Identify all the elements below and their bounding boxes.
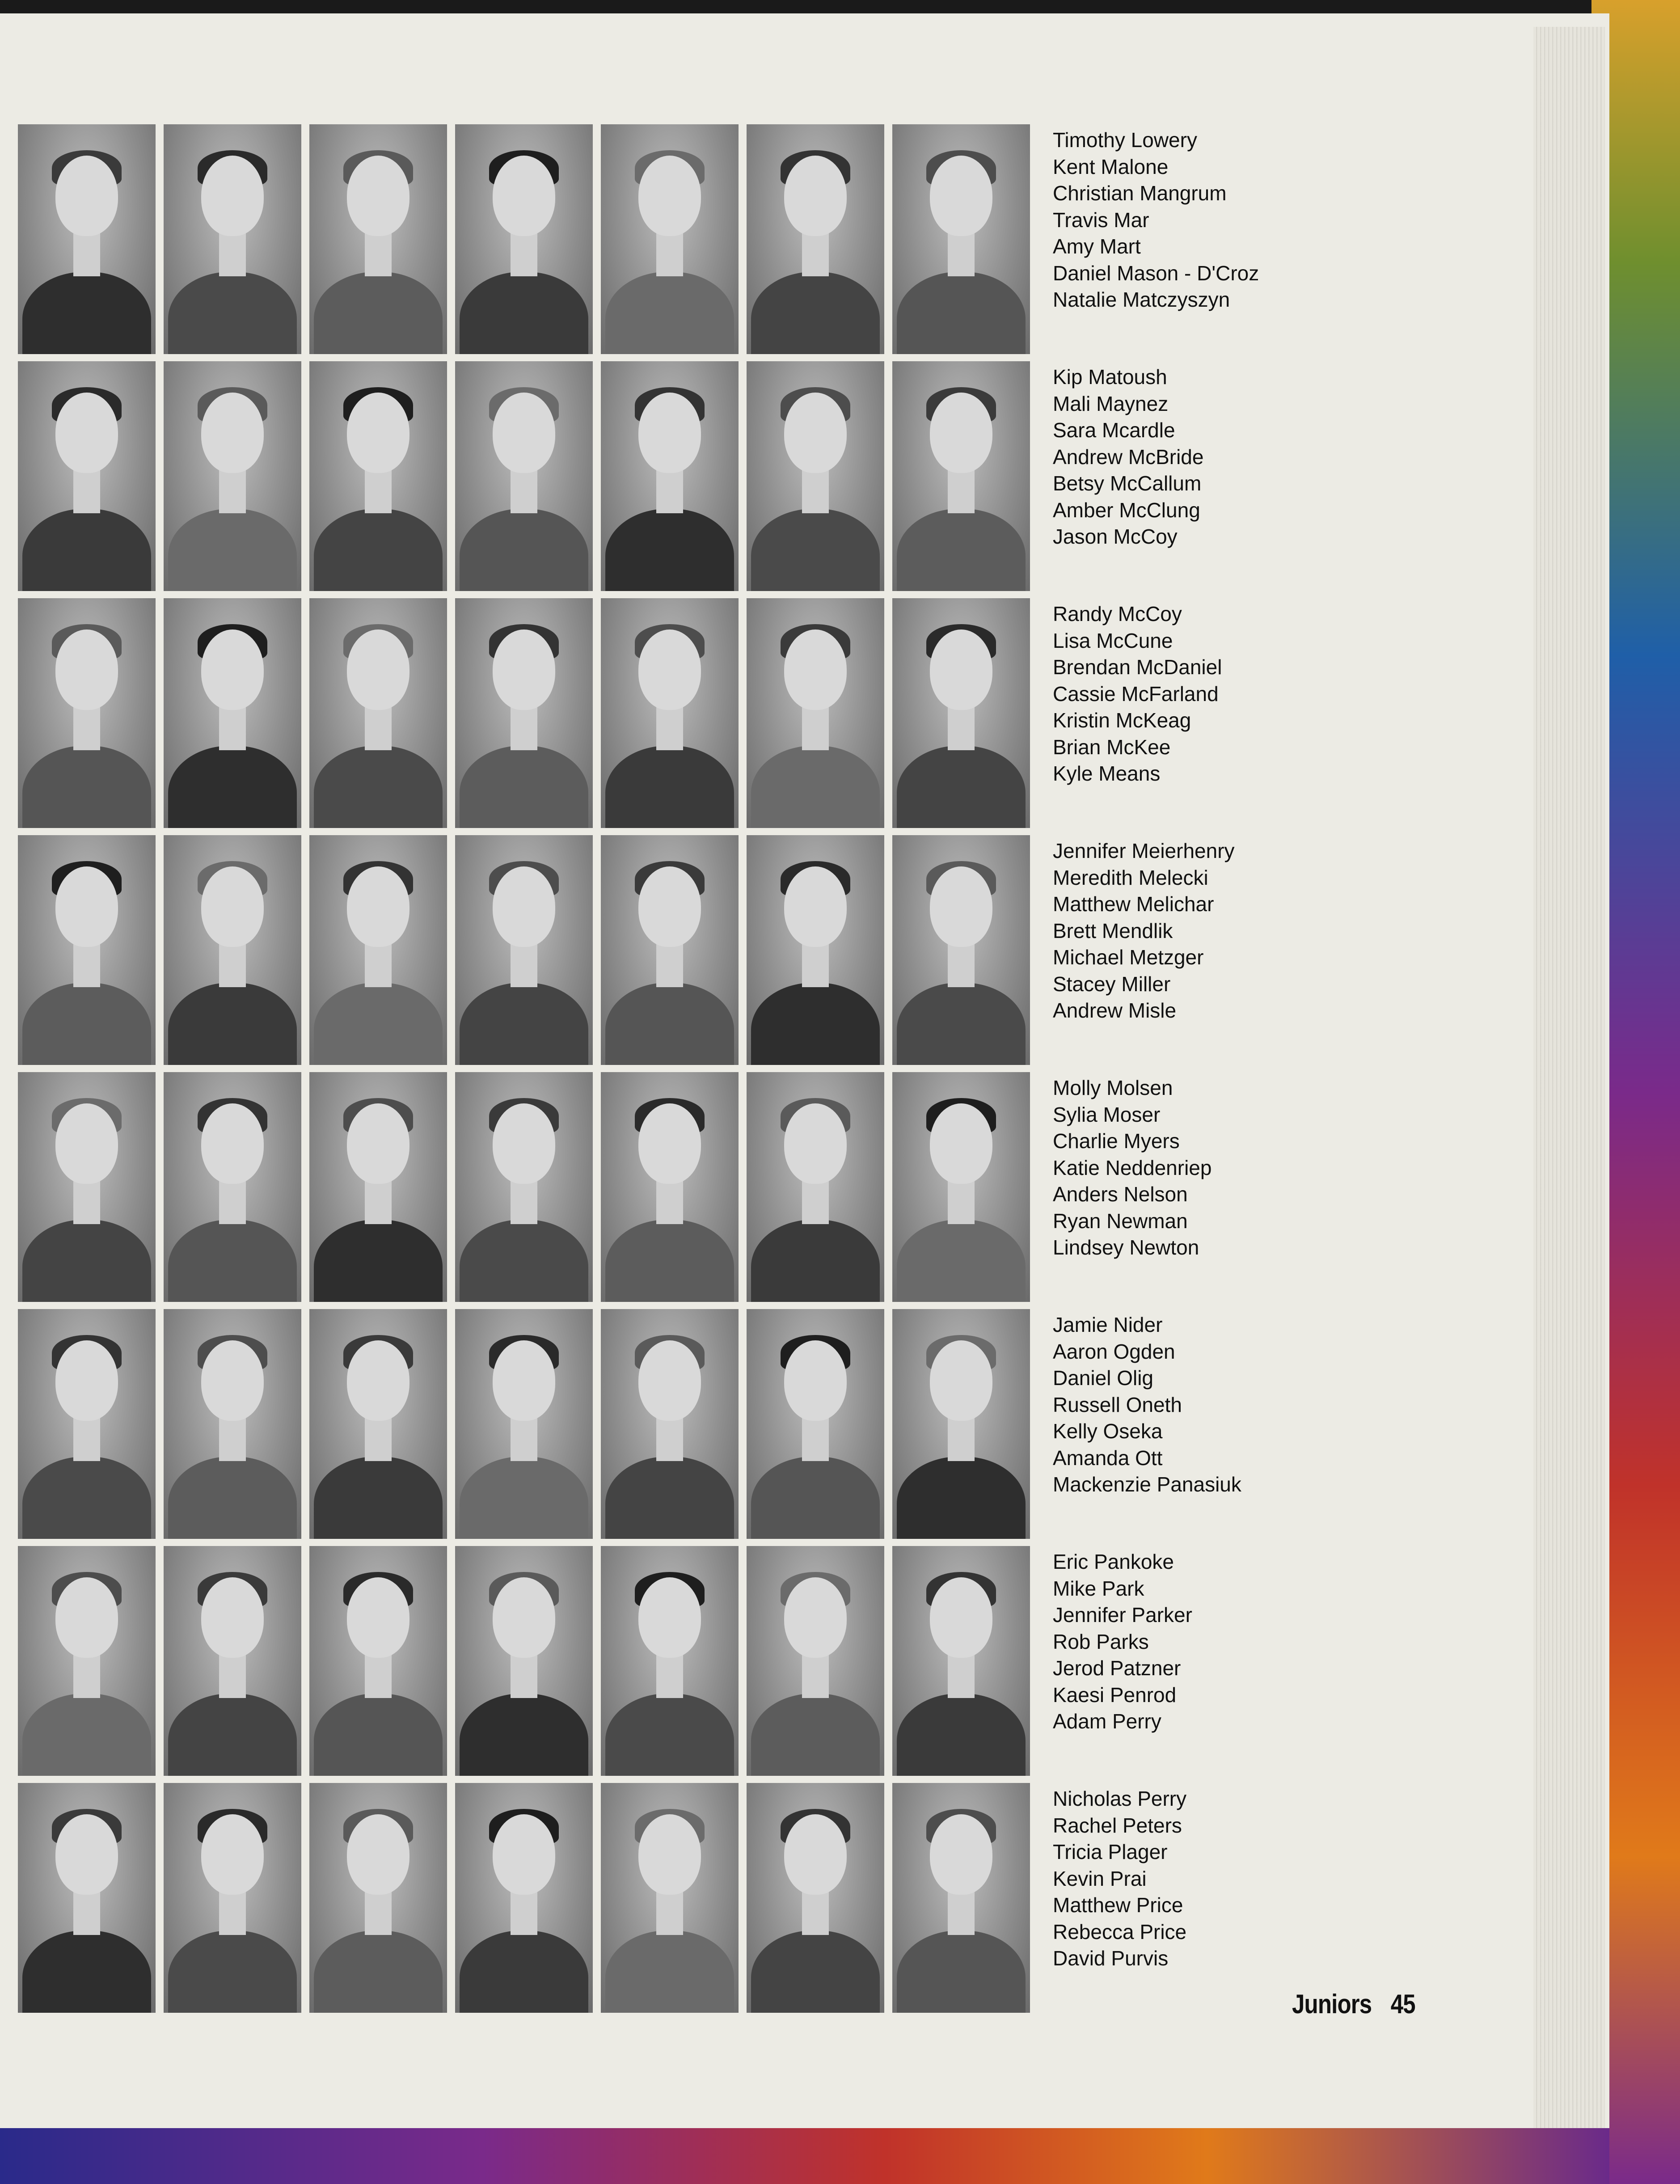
student-portrait bbox=[892, 1309, 1030, 1539]
student-name: Brett Mendlik bbox=[1053, 919, 1173, 942]
student-portrait bbox=[601, 835, 739, 1065]
student-portrait bbox=[164, 1783, 301, 2013]
student-portrait bbox=[601, 1546, 739, 1776]
student-portrait bbox=[18, 1546, 156, 1776]
student-name: Jennifer Meierhenry bbox=[1053, 839, 1235, 862]
name-list bbox=[1053, 1312, 1393, 1498]
student-portrait bbox=[455, 1072, 593, 1302]
student-name: Amy Mart bbox=[1053, 235, 1141, 258]
student-name: Cassie McFarland bbox=[1053, 682, 1219, 705]
student-portrait bbox=[455, 1309, 593, 1539]
student-name: Sylia Moser bbox=[1053, 1103, 1161, 1126]
student-portrait bbox=[747, 124, 884, 354]
student-name: Daniel Mason - D'Croz bbox=[1053, 261, 1259, 285]
student-portrait bbox=[747, 1546, 884, 1776]
student-name: Kaesi Penrod bbox=[1053, 1683, 1177, 1707]
student-portrait bbox=[164, 835, 301, 1065]
student-name: Lindsey Newton bbox=[1053, 1236, 1199, 1259]
student-portrait bbox=[309, 361, 447, 591]
student-name: Stacey Miller bbox=[1053, 972, 1171, 996]
student-portrait bbox=[455, 598, 593, 828]
student-name: Lisa McCune bbox=[1053, 629, 1173, 652]
student-name: Amber McClung bbox=[1053, 498, 1200, 522]
student-portrait bbox=[601, 361, 739, 591]
student-name: Katie Neddenriep bbox=[1053, 1156, 1212, 1179]
student-portrait bbox=[18, 1783, 156, 2013]
student-portrait bbox=[18, 361, 156, 591]
student-portrait bbox=[164, 598, 301, 828]
student-portrait bbox=[309, 1783, 447, 2013]
student-portrait bbox=[164, 361, 301, 591]
student-name: Daniel Olig bbox=[1053, 1366, 1153, 1390]
student-name: Russell Oneth bbox=[1053, 1393, 1182, 1416]
student-name: Betsy McCallum bbox=[1053, 472, 1202, 495]
student-portrait bbox=[601, 1783, 739, 2013]
student-name: Kristin McKeag bbox=[1053, 709, 1191, 732]
student-name: Sara Mcardle bbox=[1053, 418, 1175, 442]
student-name: Rebecca Price bbox=[1053, 1920, 1187, 1943]
student-portrait bbox=[601, 1309, 739, 1539]
student-portrait bbox=[601, 124, 739, 354]
student-name: Rachel Peters bbox=[1053, 1813, 1182, 1837]
student-name: Jerod Patzner bbox=[1053, 1656, 1181, 1680]
student-portrait bbox=[892, 598, 1030, 828]
student-name: Kip Matoush bbox=[1053, 365, 1167, 389]
name-list bbox=[1053, 838, 1393, 1024]
page-edge bbox=[1533, 27, 1605, 2128]
student-name: Charlie Myers bbox=[1053, 1129, 1180, 1153]
student-portrait bbox=[164, 1309, 301, 1539]
student-name: Natalie Matczyszyn bbox=[1053, 288, 1230, 311]
student-portrait bbox=[18, 124, 156, 354]
student-name: Jennifer Parker bbox=[1053, 1603, 1192, 1626]
student-portrait bbox=[309, 835, 447, 1065]
student-name: Andrew McBride bbox=[1053, 445, 1204, 469]
student-portrait bbox=[18, 835, 156, 1065]
student-portrait bbox=[601, 1072, 739, 1302]
student-portrait bbox=[455, 835, 593, 1065]
name-list bbox=[1053, 1549, 1393, 1735]
student-name: Mike Park bbox=[1053, 1576, 1144, 1600]
student-portrait bbox=[309, 1546, 447, 1776]
name-list bbox=[1053, 601, 1393, 787]
student-name: Mali Maynez bbox=[1053, 392, 1169, 415]
student-portrait bbox=[747, 1309, 884, 1539]
student-name: Matthew Price bbox=[1053, 1893, 1183, 1917]
student-portrait bbox=[164, 124, 301, 354]
page-number: 45 bbox=[1390, 1989, 1415, 2019]
student-portrait bbox=[892, 124, 1030, 354]
student-name: Meredith Melecki bbox=[1053, 866, 1208, 889]
student-name: Rob Parks bbox=[1053, 1630, 1149, 1653]
student-name: Jason McCoy bbox=[1053, 525, 1178, 548]
student-portrait bbox=[309, 124, 447, 354]
section-title: Juniors bbox=[1292, 1989, 1372, 2019]
student-name: Mackenzie Panasiuk bbox=[1053, 1473, 1241, 1496]
student-portrait bbox=[18, 1072, 156, 1302]
student-name: Ryan Newman bbox=[1053, 1209, 1188, 1233]
student-name: Michael Metzger bbox=[1053, 946, 1204, 969]
student-name: Kevin Prai bbox=[1053, 1867, 1147, 1890]
student-portrait bbox=[747, 598, 884, 828]
student-name: Travis Mar bbox=[1053, 208, 1149, 232]
student-portrait bbox=[455, 361, 593, 591]
student-portrait bbox=[455, 124, 593, 354]
student-portrait bbox=[892, 835, 1030, 1065]
student-portrait bbox=[455, 1546, 593, 1776]
student-name: Nicholas Perry bbox=[1053, 1787, 1187, 1810]
student-name: Randy McCoy bbox=[1053, 602, 1182, 625]
page-footer bbox=[1292, 1989, 1434, 2019]
student-name: Kyle Means bbox=[1053, 762, 1161, 785]
student-portrait bbox=[455, 1783, 593, 2013]
student-name: Eric Pankoke bbox=[1053, 1550, 1174, 1573]
student-portrait bbox=[892, 1072, 1030, 1302]
student-portrait bbox=[18, 598, 156, 828]
student-name: Brian McKee bbox=[1053, 735, 1171, 759]
student-name: Tricia Plager bbox=[1053, 1840, 1168, 1863]
name-list bbox=[1053, 1075, 1393, 1261]
student-name: Amanda Ott bbox=[1053, 1446, 1163, 1470]
student-name: Anders Nelson bbox=[1053, 1183, 1188, 1206]
student-portrait bbox=[892, 1783, 1030, 2013]
student-portrait bbox=[309, 1072, 447, 1302]
page-bottom-band bbox=[0, 2128, 1609, 2184]
student-name: Kent Malone bbox=[1053, 155, 1169, 178]
student-portrait bbox=[309, 1309, 447, 1539]
student-portrait bbox=[164, 1072, 301, 1302]
student-name: Timothy Lowery bbox=[1053, 128, 1197, 152]
student-portrait bbox=[747, 361, 884, 591]
student-name: Matthew Melichar bbox=[1053, 892, 1214, 916]
student-name: Aaron Ogden bbox=[1053, 1339, 1175, 1363]
student-name: Brendan McDaniel bbox=[1053, 655, 1222, 679]
student-name: Andrew Misle bbox=[1053, 999, 1177, 1022]
student-portrait bbox=[892, 361, 1030, 591]
student-portrait bbox=[601, 598, 739, 828]
student-portrait bbox=[747, 1783, 884, 2013]
student-portrait bbox=[892, 1546, 1030, 1776]
student-name: Molly Molsen bbox=[1053, 1076, 1173, 1099]
student-portrait bbox=[164, 1546, 301, 1776]
student-name: Jamie Nider bbox=[1053, 1313, 1163, 1336]
student-portrait bbox=[747, 835, 884, 1065]
student-name: Kelly Oseka bbox=[1053, 1419, 1163, 1443]
student-name: David Purvis bbox=[1053, 1947, 1169, 1970]
name-list bbox=[1053, 127, 1393, 313]
student-portrait bbox=[18, 1309, 156, 1539]
student-name: Adam Perry bbox=[1053, 1710, 1161, 1733]
name-list bbox=[1053, 1786, 1393, 1972]
student-name: Christian Mangrum bbox=[1053, 182, 1227, 205]
student-portrait bbox=[309, 598, 447, 828]
name-list bbox=[1053, 364, 1393, 550]
student-portrait bbox=[747, 1072, 884, 1302]
